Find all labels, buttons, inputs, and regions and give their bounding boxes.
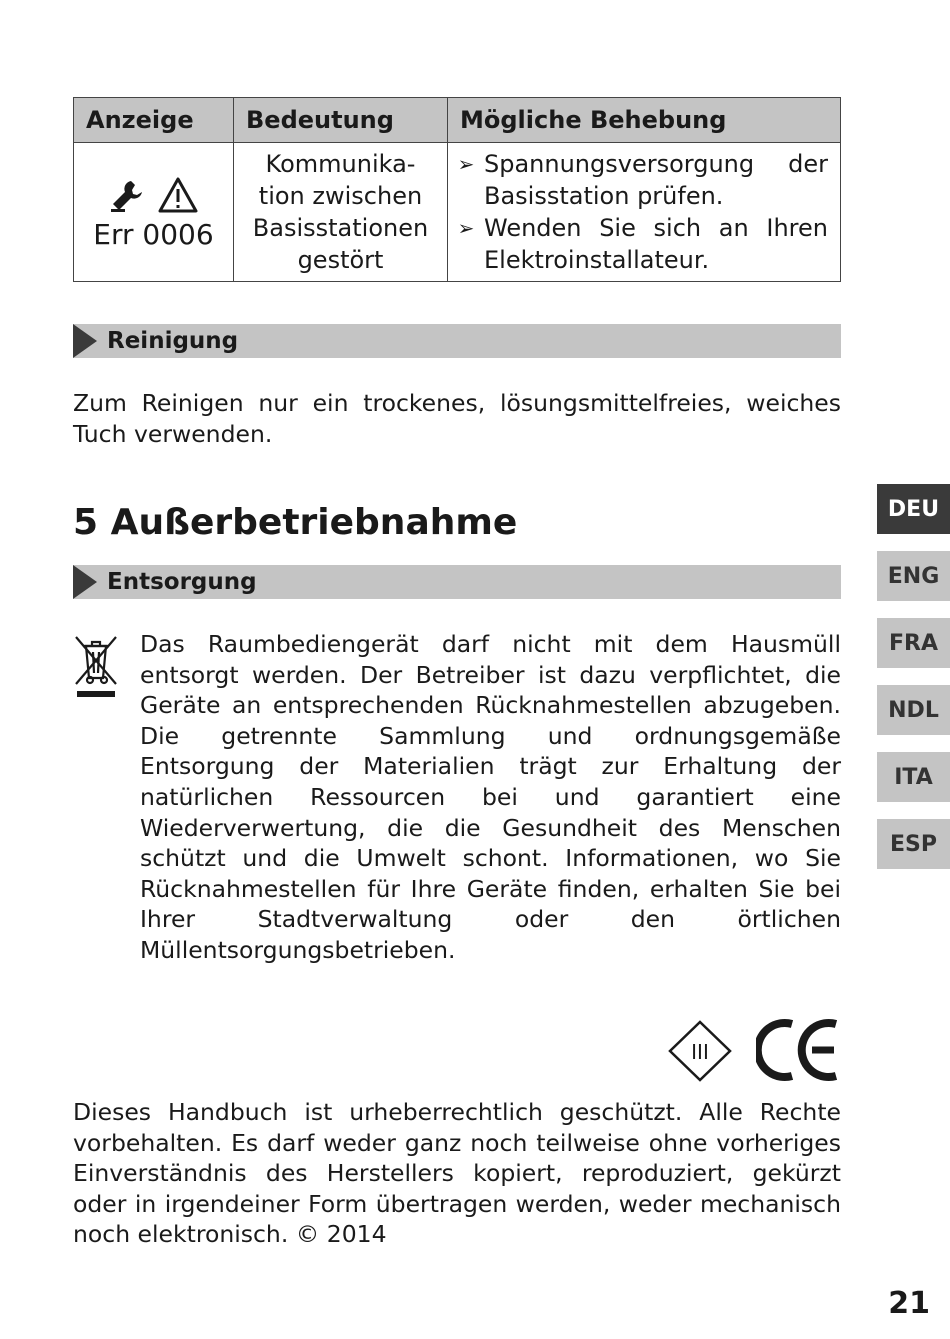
error-code: Err 0006: [93, 218, 214, 251]
arrow-bullet-icon: ➢: [457, 216, 475, 240]
meaning-line: gestört: [297, 246, 384, 274]
error-table: [73, 97, 841, 282]
display-cell: [74, 143, 234, 282]
header-bedeutung: Bedeutung: [234, 98, 448, 143]
tab-esp[interactable]: ESP: [877, 819, 950, 869]
meaning-cell: [234, 143, 448, 282]
section-heading: Reinigung: [107, 328, 239, 354]
cleaning-text: Zum Reinigen nur ein trockenes, lösungsmittelfreies, weiches Tuch verwenden.: [73, 389, 841, 448]
arrow-bullet-icon: ➢: [457, 152, 475, 176]
warning-triangle-icon: [157, 176, 199, 214]
copyright-text: Dieses Handbuch ist urheberrechtlich geschützt. Alle Rechte vorbehalten. Es darf weder ganz noch teilweise ohne vorheriges Einverständnis des Herstellers kopiert, reproduziert, gekürzt oder in irgendeiner Form übertragen werden, weder mechanisch noch elektronisch. © 2014: [73, 1098, 841, 1249]
meaning-line: Kommunika-: [265, 150, 416, 178]
tab-deu[interactable]: DEU: [877, 484, 950, 534]
fix-text: Spannungsversorgung der Basisstation prüfen.: [484, 150, 828, 210]
crossed-bin-icon: [73, 634, 119, 700]
meaning-line: Basisstationen: [252, 214, 429, 242]
tab-eng[interactable]: ENG: [877, 551, 950, 601]
header-behebung: Mögliche Behebung: [448, 98, 841, 143]
fix-text: Wenden Sie sich an Ihren Elektroinstallateur.: [484, 214, 828, 274]
triangle-marker-icon: [73, 565, 97, 599]
tab-fra[interactable]: FRA: [877, 618, 950, 668]
disposal-text: Das Raumbediengerät darf nicht mit dem Hausmüll entsorgt werden. Der Betreiber ist dazu verpflichtet, die Geräte an entsprechenden Rücknahmestellen abzugeben. Die getrennte Sammlung und ordnungsgemäße Entsorgung der Materialien trägt zur Erhaltung der natürlichen Ressourcen bei und garantiert eine Wiederverwertung, die die Gesundheit des Menschen schützt und die Umwelt schont. Informationen, wo Sie Rücknahmestellen für Ihre Geräte finden, erhalten Sie bei Ihrer Stadtverwaltung oder den örtlichen Müllentsorgungsbetrieben.: [140, 630, 841, 964]
protection-class-iii-icon: [668, 1020, 732, 1082]
list-item: [448, 212, 828, 276]
class-iii-label: III: [691, 1040, 709, 1064]
ce-mark-icon: [756, 1018, 842, 1082]
triangle-marker-icon: [73, 324, 97, 358]
section-bar-disposal: [73, 565, 841, 599]
tab-ita[interactable]: ITA: [877, 752, 950, 802]
table-header-row: [74, 98, 841, 143]
page-number: 21: [888, 1286, 930, 1321]
table-row: [74, 143, 841, 282]
list-item: [448, 148, 828, 212]
section-bar-cleaning: [73, 324, 841, 358]
tab-ndl[interactable]: NDL: [877, 685, 950, 735]
header-anzeige: Anzeige: [74, 98, 234, 143]
chapter-title: 5 Außerbetriebnahme: [73, 502, 518, 543]
wrench-icon: [109, 178, 145, 214]
section-heading: Entsorgung: [107, 569, 257, 595]
meaning-line: tion zwischen: [258, 182, 423, 210]
fix-cell: [448, 143, 841, 282]
